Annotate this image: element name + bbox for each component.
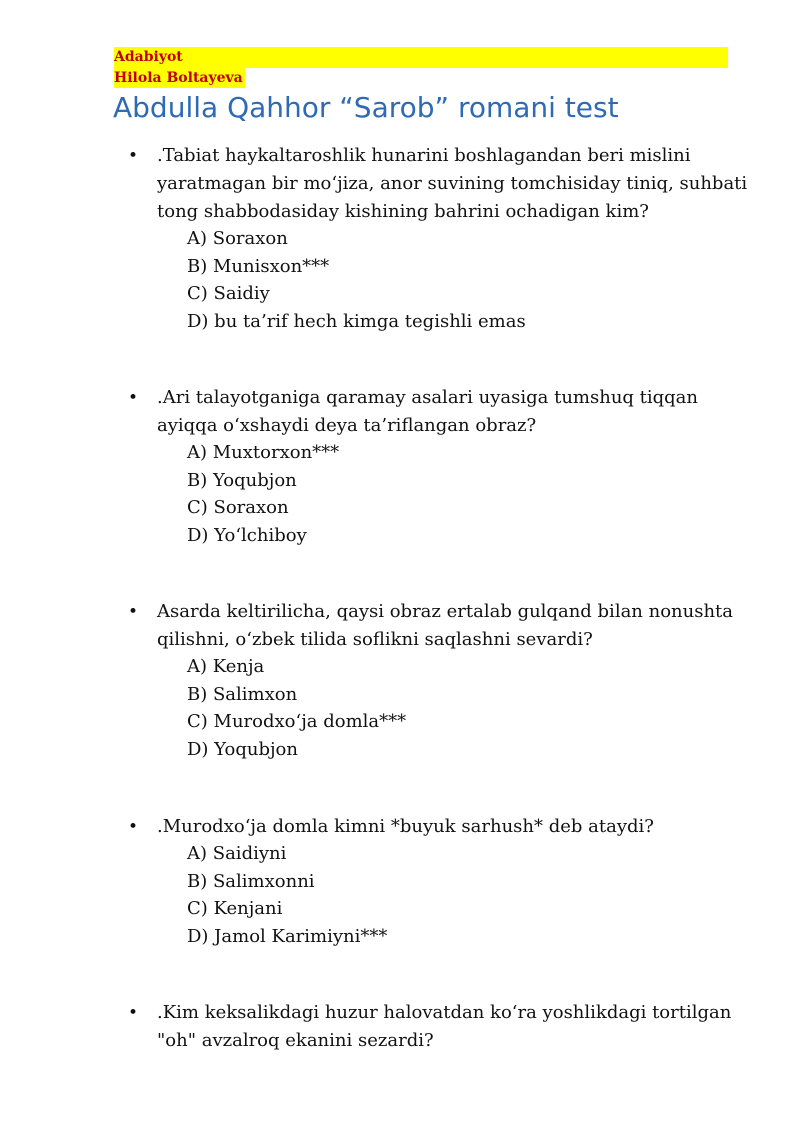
option-c: C) Saidiy [187, 283, 270, 304]
option-d: D) Jamol Karimiyni*** [187, 925, 388, 947]
option-d: D) Yoqubjon [187, 738, 298, 760]
header-highlight [114, 47, 728, 68]
option-d: D) Yo‘lchiboy [187, 524, 307, 546]
option-c: C) Soraxon [187, 497, 289, 518]
option-b: B) Salimxonni [187, 870, 315, 892]
question-text: .Murodxo‘ja domla kimni *buyuk sarhush* deb ataydi? [157, 816, 654, 837]
option-list [187, 439, 339, 549]
option-c: C) Kenjani [187, 898, 283, 919]
bullet-icon: • [128, 388, 139, 408]
question-text: .Kim keksalikdagi huzur halovatdan ko‘ra yoshlikdagi tortilgan "oh" avzalroq ekanini sezardi? [157, 1002, 732, 1051]
option-a: A) Muxtorxon*** [187, 442, 340, 463]
question-text: .Ari talayotganiga qaramay asalari uyasiga tumshuq tiqqan ayiqqa o‘xshaydi deya ta’riflangan obraz? [157, 387, 699, 436]
bullet-icon: • [128, 146, 139, 166]
option-list [187, 653, 406, 763]
bullet-icon: • [128, 1003, 139, 1023]
question-text: .Tabiat haykaltaroshlik hunarini boshlagandan beri mislini yaratmagan bir mo‘jiza, anor suvining tomchisiday tiniq, suhbati tong shabbodasiday kishining bahrini ochadigan kim? [157, 145, 748, 222]
option-list [187, 225, 526, 335]
option-c: C) Murodxo‘ja domla*** [187, 711, 407, 732]
option-d: D) bu ta’rif hech kimga tegishli emas [187, 310, 526, 332]
page-title: Abdulla Qahhor “Sarob” romani test [113, 91, 619, 124]
bullet-icon: • [128, 817, 139, 837]
option-b: B) Munisxon*** [187, 255, 330, 277]
option-a: A) Saidiyni [187, 843, 287, 864]
author-label: Hilola Boltayeva [114, 70, 243, 86]
option-a: A) Soraxon [187, 228, 288, 249]
option-b: B) Salimxon [187, 683, 298, 705]
question-text: Asarda keltirilicha, qaysi obraz ertalab gulqand bilan nonushta qilishni, o‘zbek tilida soflikni saqlashni sevardi? [157, 601, 734, 650]
subject-label: Adabiyot [114, 49, 183, 65]
option-b: B) Yoqubjon [187, 469, 297, 491]
bullet-icon: • [128, 602, 139, 622]
option-a: A) Kenja [187, 656, 265, 677]
option-list [187, 840, 387, 950]
